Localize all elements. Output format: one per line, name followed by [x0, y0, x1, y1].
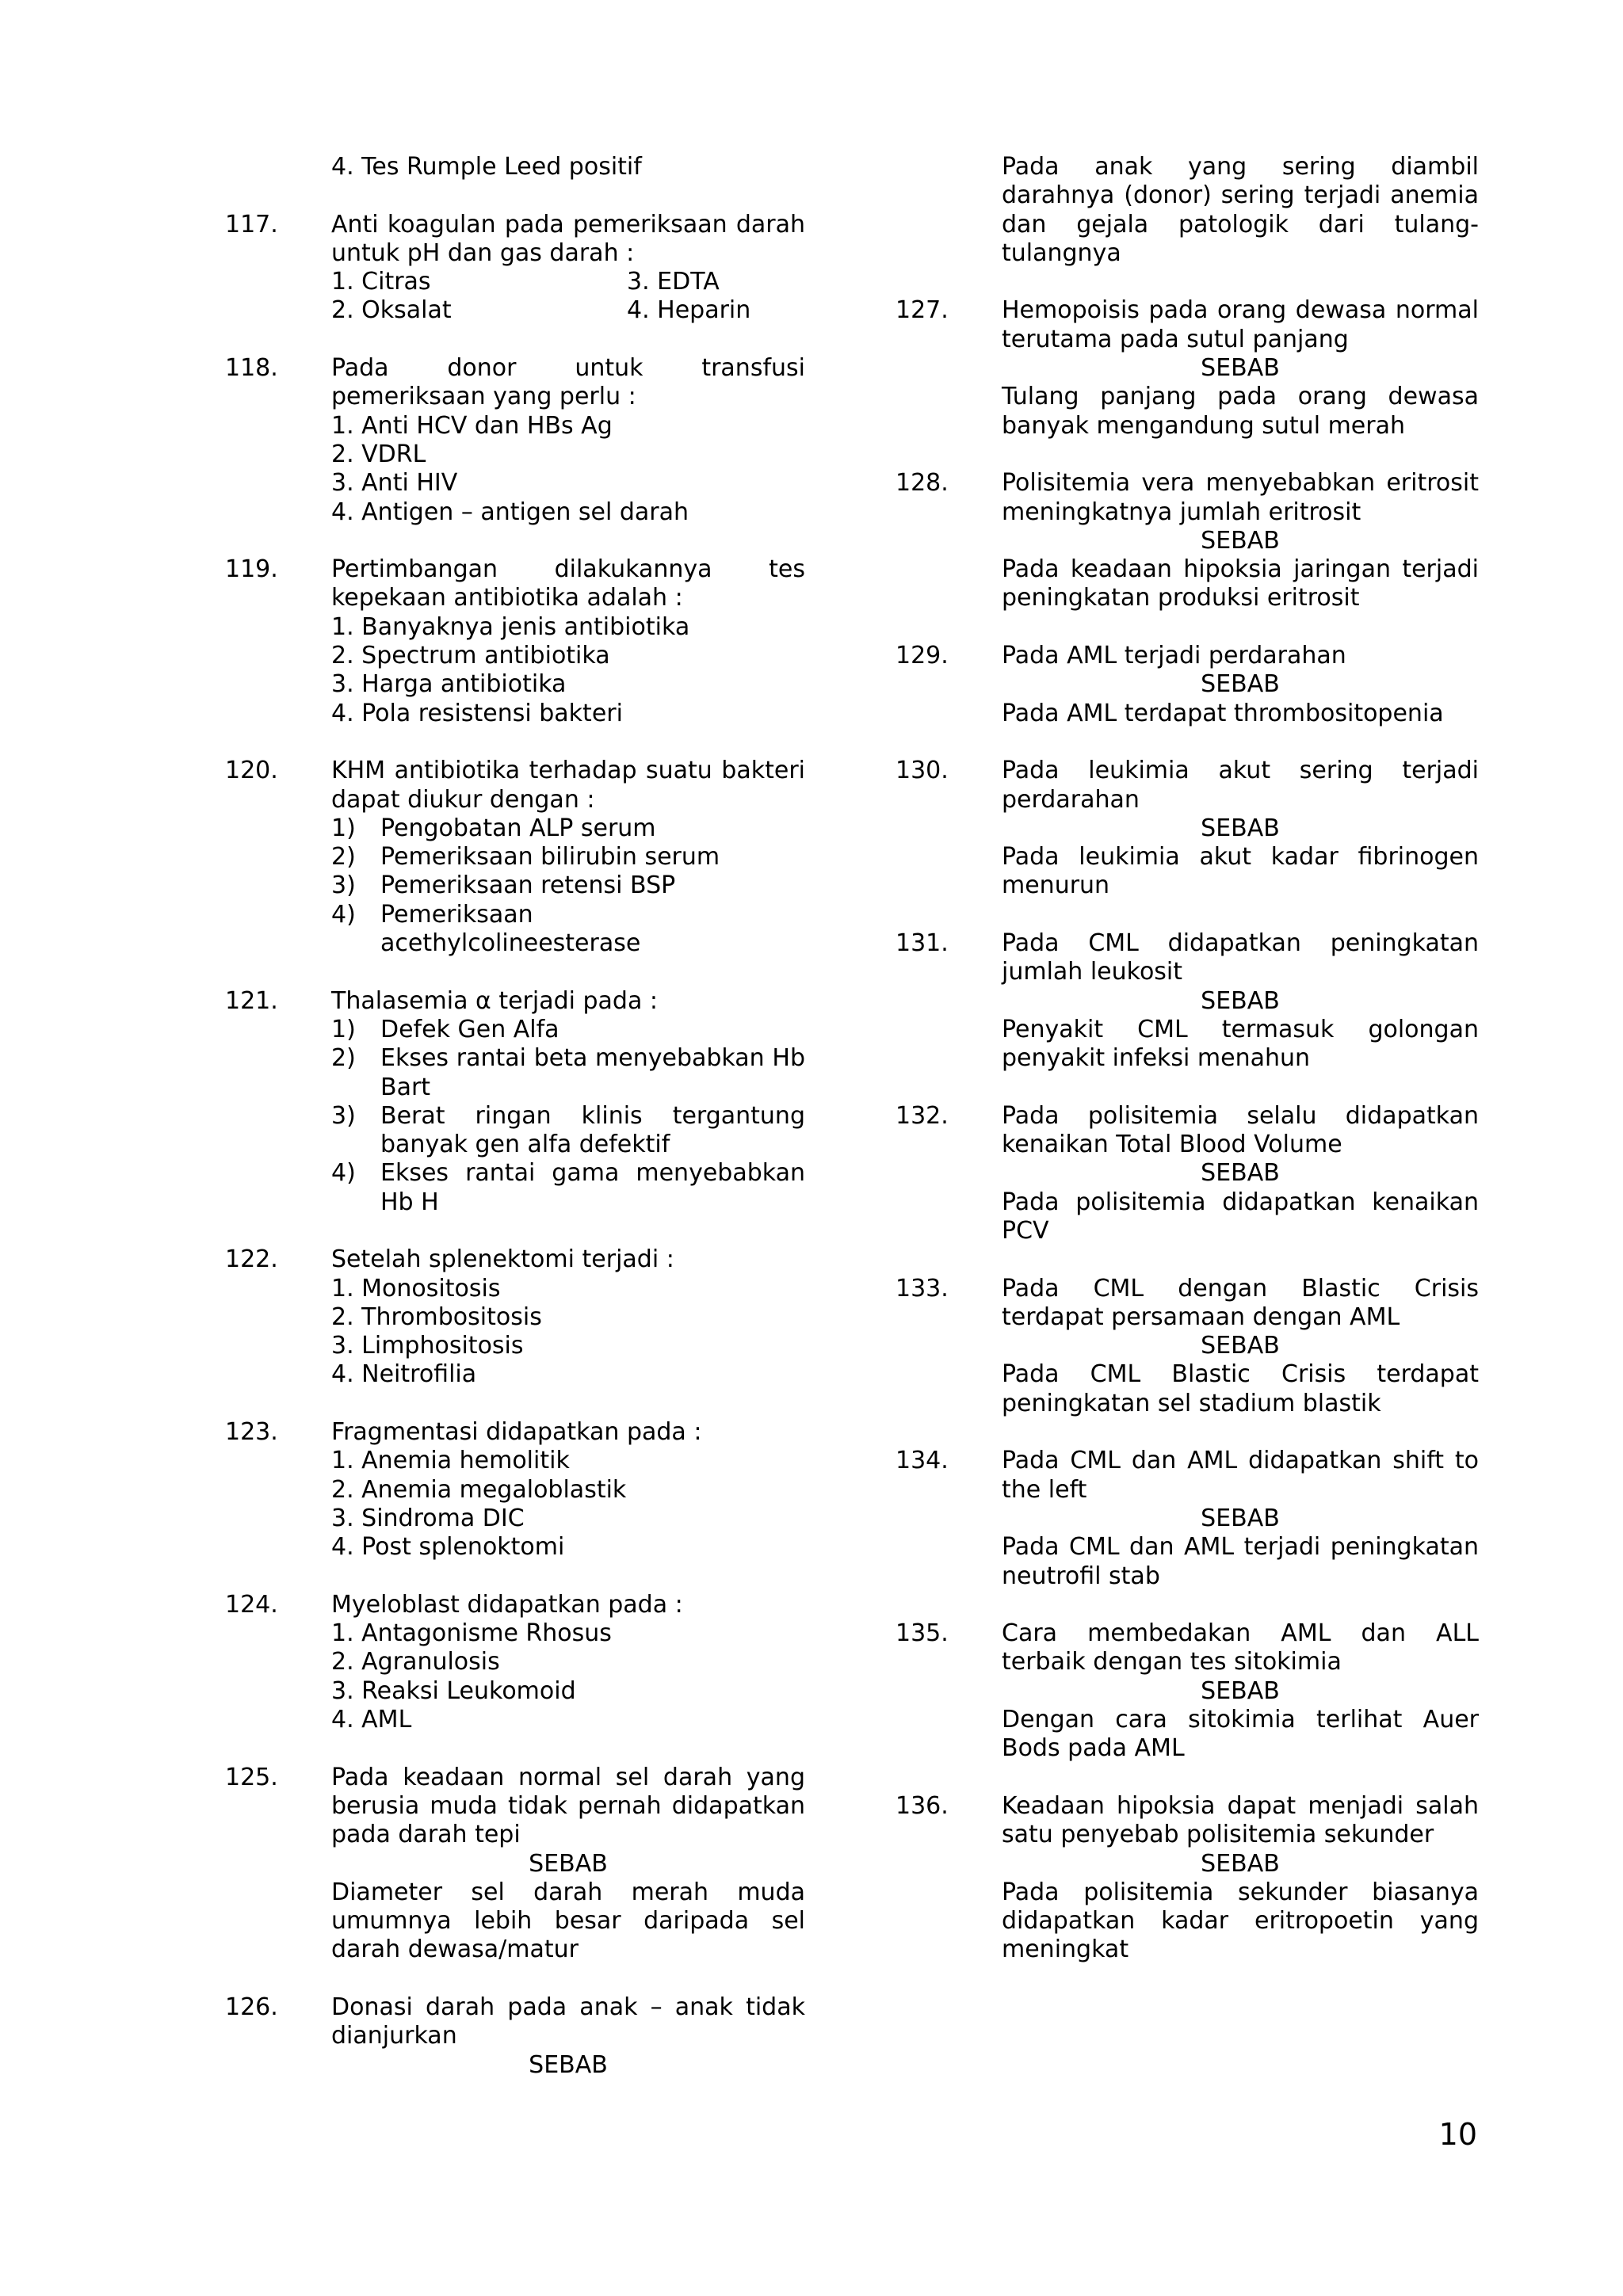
question-130	[896, 757, 1479, 900]
question-reason: Pada anak yang sering diambil darahnya (donor) sering terjadi anemia dan gejala patologik dari tulang-tulangnya	[1002, 153, 1479, 267]
sebab-label: SEBAB	[1201, 986, 1280, 1015]
option-row	[331, 268, 805, 296]
question-stem: Pada donor untuk transfusi pemeriksaan yang perlu :	[331, 354, 805, 411]
question-reason: Diameter sel darah merah muda umumnya lebih besar daripada sel darah dewasa/matur	[331, 1878, 805, 1964]
question-136	[896, 1792, 1479, 1965]
option-3	[331, 1102, 805, 1160]
question-131	[896, 929, 1479, 1073]
option-1: 1. Antagonisme Rhosus	[331, 1619, 612, 1648]
option-1: 1. Citras	[331, 268, 431, 296]
option-text: Pemeriksaan bilirubin serum	[380, 843, 720, 871]
question-reason: Dengan cara sitokimia terlihat Auer Bods pada AML	[1002, 1706, 1479, 1763]
option-1	[331, 814, 805, 843]
question-number: 129.	[896, 642, 949, 670]
option-2: 2. VDRL	[331, 440, 426, 468]
question-statement: Hemopoisis pada orang dewasa normal terutama pada sutul panjang	[1002, 296, 1479, 353]
sebab-label: SEBAB	[1201, 1849, 1280, 1878]
question-reason: Penyakit CML termasuk golongan penyakit infeksi menahun	[1002, 1015, 1479, 1073]
option-label: 3)	[331, 1101, 356, 1130]
option-2: 2. Agranulosis	[331, 1648, 500, 1676]
question-reason: Pada keadaan hipoksia jaringan terjadi peningkatan produksi eritrosit	[1002, 555, 1479, 612]
question-120	[225, 757, 805, 958]
option-2: 2. Spectrum antibiotika	[331, 642, 610, 670]
question-reason: Pada CML dan AML terjadi peningkatan neutrofil stab	[1002, 1533, 1479, 1590]
option-1: 1. Anemia hemolitik	[331, 1447, 570, 1475]
option-1: 1. Banyaknya jenis antibiotika	[331, 612, 690, 641]
option-1: 1. Monositosis	[331, 1274, 501, 1302]
question-135	[896, 1619, 1479, 1763]
question-116-tail	[225, 153, 805, 181]
question-number: 128.	[896, 469, 949, 498]
question-number: 130.	[896, 757, 949, 785]
sebab-label: SEBAB	[1201, 1504, 1280, 1532]
question-statement: Donasi darah pada anak – anak tidak dianjurkan	[331, 1993, 805, 2050]
question-stem: Fragmentasi didapatkan pada :	[331, 1418, 702, 1447]
sebab-label: SEBAB	[529, 2050, 608, 2079]
question-129	[896, 642, 1479, 728]
question-statement: Cara membedakan AML dan ALL terbaik dengan tes sitokimia	[1002, 1619, 1479, 1676]
option-label: 1)	[331, 1015, 356, 1043]
question-statement: Pada keadaan normal sel darah yang berusia muda tidak pernah didapatkan pada darah tepi	[331, 1763, 805, 1849]
option-text: Defek Gen Alfa	[380, 1015, 559, 1043]
option-3: 3. Reaksi Leukomoid	[331, 1676, 576, 1705]
question-number: 135.	[896, 1619, 949, 1648]
option-4: 4. Neitrofilia	[331, 1360, 477, 1389]
question-126	[225, 1993, 805, 2080]
question-statement: Keadaan hipoksia dapat menjadi salah satu penyebab polisitemia sekunder	[1002, 1791, 1479, 1849]
option-text: 4. Tes Rumple Leed positif	[331, 153, 642, 181]
question-statement: Pada polisitemia selalu didapatkan kenaikan Total Blood Volume	[1002, 1101, 1479, 1159]
question-number: 125.	[225, 1763, 278, 1791]
question-127	[896, 296, 1479, 440]
question-statement: Pada leukimia akut sering terjadi perdarahan	[1002, 757, 1479, 814]
option-4: 4. Heparin	[627, 296, 751, 325]
question-number: 133.	[896, 1274, 949, 1302]
question-statement: Pada CML dengan Blastic Crisis terdapat persamaan dengan AML	[1002, 1274, 1479, 1331]
option-2: 2. Oksalat	[331, 296, 452, 325]
question-number: 132.	[896, 1101, 949, 1130]
sebab-label: SEBAB	[1201, 526, 1280, 555]
question-117	[225, 211, 805, 326]
question-118	[225, 354, 805, 527]
option-label: 1)	[331, 814, 356, 842]
question-reason: Pada CML Blastic Crisis terdapat peningkatan sel stadium blastik	[1002, 1360, 1479, 1417]
option-2	[331, 843, 805, 871]
option-1	[331, 1016, 805, 1044]
option-text: Pengobatan ALP serum	[380, 814, 656, 842]
question-number: 122.	[225, 1245, 278, 1274]
question-122	[225, 1245, 805, 1389]
question-statement: Pada CML didapatkan peningkatan jumlah leukosit	[1002, 929, 1479, 986]
question-reason: Pada polisitemia sekunder biasanya didapatkan kadar eritropoetin yang meningkat	[1002, 1878, 1479, 1964]
option-text: Berat ringan klinis tergantung banyak gen alfa defektif	[380, 1101, 805, 1159]
option-3	[331, 871, 805, 900]
left-column	[225, 153, 805, 2108]
option-2: 2. Anemia megaloblastik	[331, 1475, 627, 1504]
option-4: 4. Post splenoktomi	[331, 1533, 565, 1562]
option-3: 3. Anti HIV	[331, 469, 458, 498]
sebab-label: SEBAB	[1201, 670, 1280, 699]
question-reason: Pada leukimia akut kadar fibrinogen menurun	[1002, 843, 1479, 900]
question-number: 118.	[225, 354, 278, 383]
option-text: Ekses rantai beta menyebabkan Hb Bart	[380, 1044, 805, 1101]
question-number: 121.	[225, 986, 278, 1015]
question-133	[896, 1275, 1479, 1418]
question-reason: Pada AML terdapat thrombositopenia	[1002, 699, 1444, 727]
question-stem: Anti koagulan pada pemeriksaan darah untuk pH dan gas darah :	[331, 210, 805, 267]
question-119	[225, 555, 805, 728]
question-128	[896, 469, 1479, 612]
option-label: 4)	[331, 900, 356, 929]
question-number: 131.	[896, 929, 949, 958]
option-1: 1. Anti HCV dan HBs Ag	[331, 411, 613, 440]
option-label: 4)	[331, 1159, 356, 1188]
question-number: 134.	[896, 1447, 949, 1475]
option-4: 4. Pola resistensi bakteri	[331, 699, 623, 727]
question-reason: Pada polisitemia didapatkan kenaikan PCV	[1002, 1188, 1479, 1245]
question-stem: Setelah splenektomi terjadi :	[331, 1245, 674, 1274]
page-number: 10	[1438, 2117, 1477, 2152]
sebab-label: SEBAB	[1201, 354, 1280, 383]
question-number: 124.	[225, 1590, 278, 1619]
option-2: 2. Thrombositosis	[331, 1302, 542, 1331]
option-4	[331, 1159, 805, 1217]
question-132	[896, 1102, 1479, 1245]
question-number: 120.	[225, 757, 278, 785]
question-121	[225, 987, 805, 1217]
question-reason: Tulang panjang pada orang dewasa banyak mengandung sutul merah	[1002, 383, 1479, 440]
option-4	[331, 901, 805, 959]
question-number: 117.	[225, 210, 278, 238]
sebab-label: SEBAB	[1201, 1332, 1280, 1360]
option-label: 2)	[331, 843, 356, 871]
question-number: 123.	[225, 1418, 278, 1447]
option-4: 4. AML	[331, 1706, 412, 1734]
option-3: 3. EDTA	[627, 268, 720, 296]
right-column	[896, 153, 1479, 1993]
sebab-label: SEBAB	[1201, 1159, 1280, 1188]
sebab-label: SEBAB	[1201, 1676, 1280, 1705]
option-3: 3. Sindroma DIC	[331, 1504, 525, 1532]
option-3: 3. Limphositosis	[331, 1332, 524, 1360]
sebab-label: SEBAB	[1201, 814, 1280, 842]
option-text: Pemeriksaan retensi BSP	[380, 871, 676, 900]
question-number: 126.	[225, 1993, 278, 2021]
sebab-label: SEBAB	[529, 1849, 608, 1878]
option-2	[331, 1044, 805, 1102]
question-number: 127.	[896, 296, 949, 325]
question-stem: Thalasemia α terjadi pada :	[331, 986, 659, 1015]
option-text: Ekses rantai gama menyebabkan Hb H	[380, 1159, 805, 1216]
question-statement: Polisitemia vera menyebabkan eritrosit meningkatnya jumlah eritrosit	[1002, 469, 1479, 526]
option-label: 2)	[331, 1044, 356, 1073]
option-3: 3. Harga antibiotika	[331, 670, 567, 699]
question-124	[225, 1591, 805, 1734]
option-row	[331, 296, 805, 325]
question-126-continued	[896, 153, 1479, 268]
question-number: 136.	[896, 1791, 949, 1820]
question-stem: Pertimbangan dilakukannya tes kepekaan antibiotika adalah :	[331, 555, 805, 612]
option-label: 3)	[331, 871, 356, 900]
question-stem: KHM antibiotika terhadap suatu bakteri dapat diukur dengan :	[331, 757, 805, 814]
question-125	[225, 1764, 805, 1965]
question-123	[225, 1418, 805, 1562]
option-text: Pemeriksaan acethylcolineesterase	[380, 900, 641, 958]
question-number: 119.	[225, 555, 278, 584]
question-stem: Myeloblast didapatkan pada :	[331, 1590, 683, 1619]
option-4: 4. Antigen – antigen sel darah	[331, 498, 689, 526]
question-statement: Pada CML dan AML didapatkan shift to the left	[1002, 1447, 1479, 1504]
question-134	[896, 1447, 1479, 1590]
question-statement: Pada AML terjadi perdarahan	[1002, 642, 1346, 670]
